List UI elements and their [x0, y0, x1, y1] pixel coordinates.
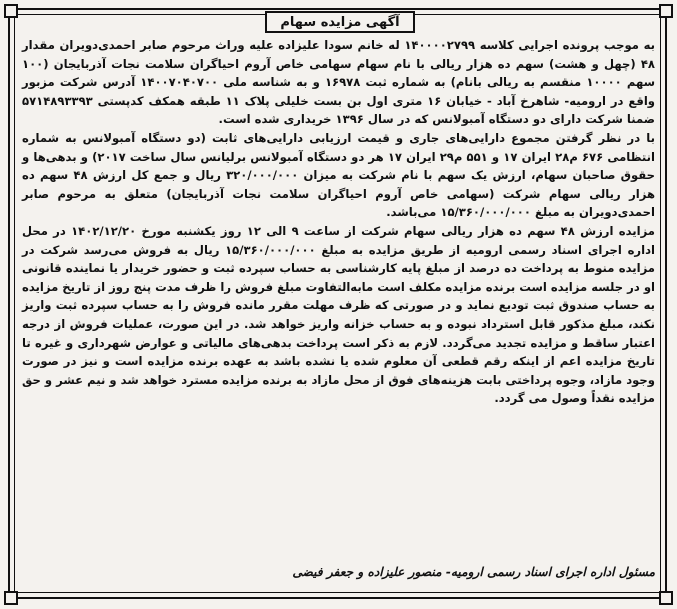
- notice-signature: مسئول اداره اجرای اسناد رسمی ارومیه- منصور علیزاده و جعفر فیضی: [292, 565, 655, 579]
- corner-ornament-bottom-left: [4, 591, 18, 605]
- notice-body: [22, 36, 655, 408]
- corner-ornament-bottom-right: [659, 591, 673, 605]
- paragraph-auction-terms: مزایده ارزش ۴۸ سهم ده هزار ریالی سهام شرکت از ساعت ۹ الی ۱۲ روز یکشنبه مورخ ۱۴۰۲/۱۲/۲۰ در محل اداره اجرای اسناد رسمی ارومیه از طریق مزایده به مبلغ ۱۵/۳۶۰/۰۰۰/۰۰۰ ریال به فروش می‌رسد شرکت در مزایده منوط به پرداخت ده درصد از مبلغ پایه کارشناسی به حساب سپرده ثبت و حضور خریدار یا نماینده قانونی او در جلسه مزایده است برنده مزایده مکلف است مابه‌التفاوت مبلغ فروش را ظرف مدت پنج روز از تاریخ مزایده به حساب صندوق ثبت تودیع نماید و در صورتی که ظرف مهلت مقرر مانده فروش را به حساب سپرده ثبت واریز نکند، مبلغ مذکور قابل استرداد نبوده و به حساب خزانه واریز خواهد شد. در این صورت، عملیات فروش از درجه اعتبار ساقط و مزایده تجدید می‌گردد. لازم به ذکر است پرداخت بدهی‌های مالیاتی و عوارض شهرداری و غیره تا تاریخ مزایده اعم از اینکه رقم قطعی آن معلوم شده یا نشده باشد به عهده برنده مزایده است و نیز در صورت وجود مازاد، وجوه پرداختی بابت هزینه‌های فوق از محل مازاد به برنده مزایده مسترد خواهد شد و نیم عشر و حق مزایده نقداً وصول می گردد.: [21, 223, 656, 406]
- notice-title: آگهی مزایده سهام: [265, 11, 415, 33]
- corner-ornament-top-left: [4, 4, 18, 18]
- paragraph-share-details: به موجب پرونده اجرایی کلاسه ۱۴۰۰۰۰۲۷۹۹ له خانم سودا علیزاده علیه وراث مرحوم صابر احمدی‌دویران مقدار ۴۸ (چهل و هشت) سهم ده هزار ریالی با نام سهام سهامی خاص آروم احیاگران سلامت نجات آذربایجان (۱۰۰ سهم ۱۰۰۰۰ منقسم به ریالی بانام) به شماره ثبت ۱۶۹۷۸ و به شناسه ملی ۱۴۰۰۷۰۴۰۷۰۰ آدرس شرکت مزبور واقع در ارومیه- شاهرخ آباد - خیابان ۱۶ متری اول بن بست خلیلی پلاک ۱۱ طبقه همکف کدپستی ۵۷۱۴۸۹۳۳۹۳ ضمنا شرکت دارای دو دستگاه آمبولانس که در سال ۱۳۹۶ خریداری شده است.: [22, 38, 656, 127]
- corner-ornament-top-right: [659, 4, 673, 18]
- paragraph-valuation: با در نظر گرفتن مجموع دارایی‌های جاری و قیمت ارزیابی دارایی‌های ثابت (دو دستگاه آمبولانس به شماره انتظامی ۶۷۶ م۲۸ ایران ۱۷ و ۵۵۱ م۲۹ ایران ۱۷ هر دو دستگاه آمبولانس برلیانس سال ساخت ۲۰۱۷) و بدهی‌ها و حقوق صاحبان سهام، ارزش یک سهم با نام شرکت به میزان ۳۲۰/۰۰۰/۰۰۰ ریال و جمع کل ارزش ۴۸ سهم ده هزار ریالی سهام شرکت (سهامی خاص آروم احیاگران سلامت نجات آذربایجان) متعلق به مرحوم صابر احمدی‌دویران به مبلغ ۱۵/۳۶۰/۰۰۰/۰۰۰ می‌باشد.: [22, 130, 656, 220]
